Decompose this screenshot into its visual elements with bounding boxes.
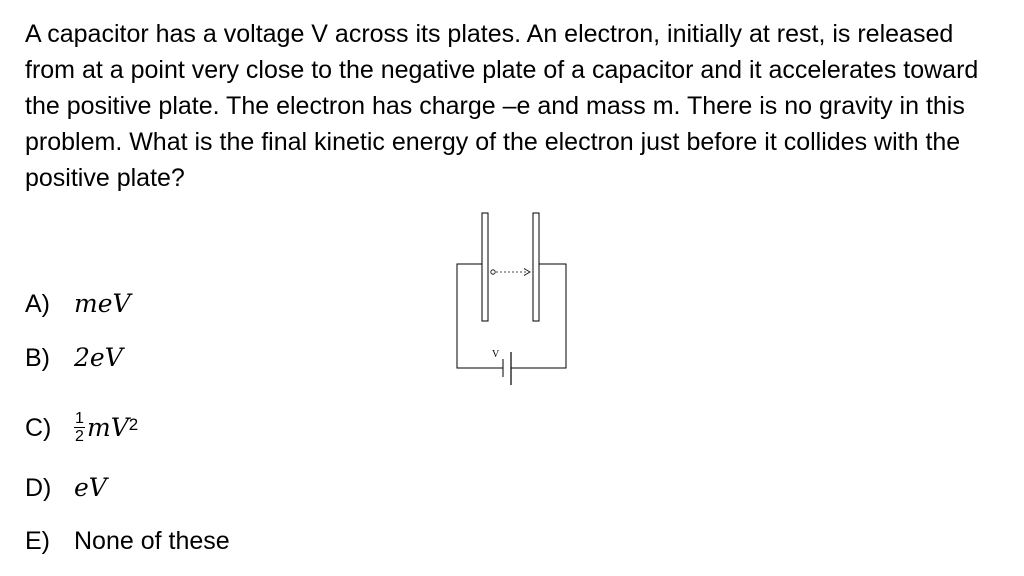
one-half-fraction xyxy=(74,410,85,445)
option-d-letter: D) xyxy=(25,474,52,502)
option-a-expression: meV xyxy=(74,289,131,318)
electron-marker xyxy=(491,270,495,274)
option-e[interactable] xyxy=(25,525,230,557)
option-c-exponent: 2 xyxy=(128,414,139,434)
option-a[interactable] xyxy=(25,288,131,320)
option-e-text: None of these xyxy=(74,527,230,555)
answer-options xyxy=(25,0,445,576)
option-b-expression: 2eV xyxy=(74,343,123,372)
option-a-letter: A) xyxy=(25,290,50,318)
option-c-letter: C) xyxy=(25,413,52,442)
question-text: A capacitor has a voltage V across its plates. An electron, initially at rest, is released from at a point very close to the negative plate of a capacitor and it accelerates toward the positive plate. The electron has charge –e and mass m. There is no gravity in this problem. What is the final kinetic energy of the electron just before it collides with the positive plate? xyxy=(25,20,979,192)
option-d-expression: eV xyxy=(74,473,107,502)
option-d[interactable] xyxy=(25,472,107,504)
voltage-label: V xyxy=(492,349,500,360)
option-c[interactable] xyxy=(25,410,138,445)
option-c-expression: mV xyxy=(87,412,129,442)
positive-plate xyxy=(533,213,539,321)
fraction-denominator: 2 xyxy=(75,428,84,445)
fraction-numerator: 1 xyxy=(75,410,84,427)
option-b-letter: B) xyxy=(25,344,50,372)
negative-plate xyxy=(482,213,488,321)
option-b[interactable] xyxy=(25,342,123,374)
capacitor-circuit-diagram xyxy=(440,200,580,400)
option-e-letter: E) xyxy=(25,527,50,555)
